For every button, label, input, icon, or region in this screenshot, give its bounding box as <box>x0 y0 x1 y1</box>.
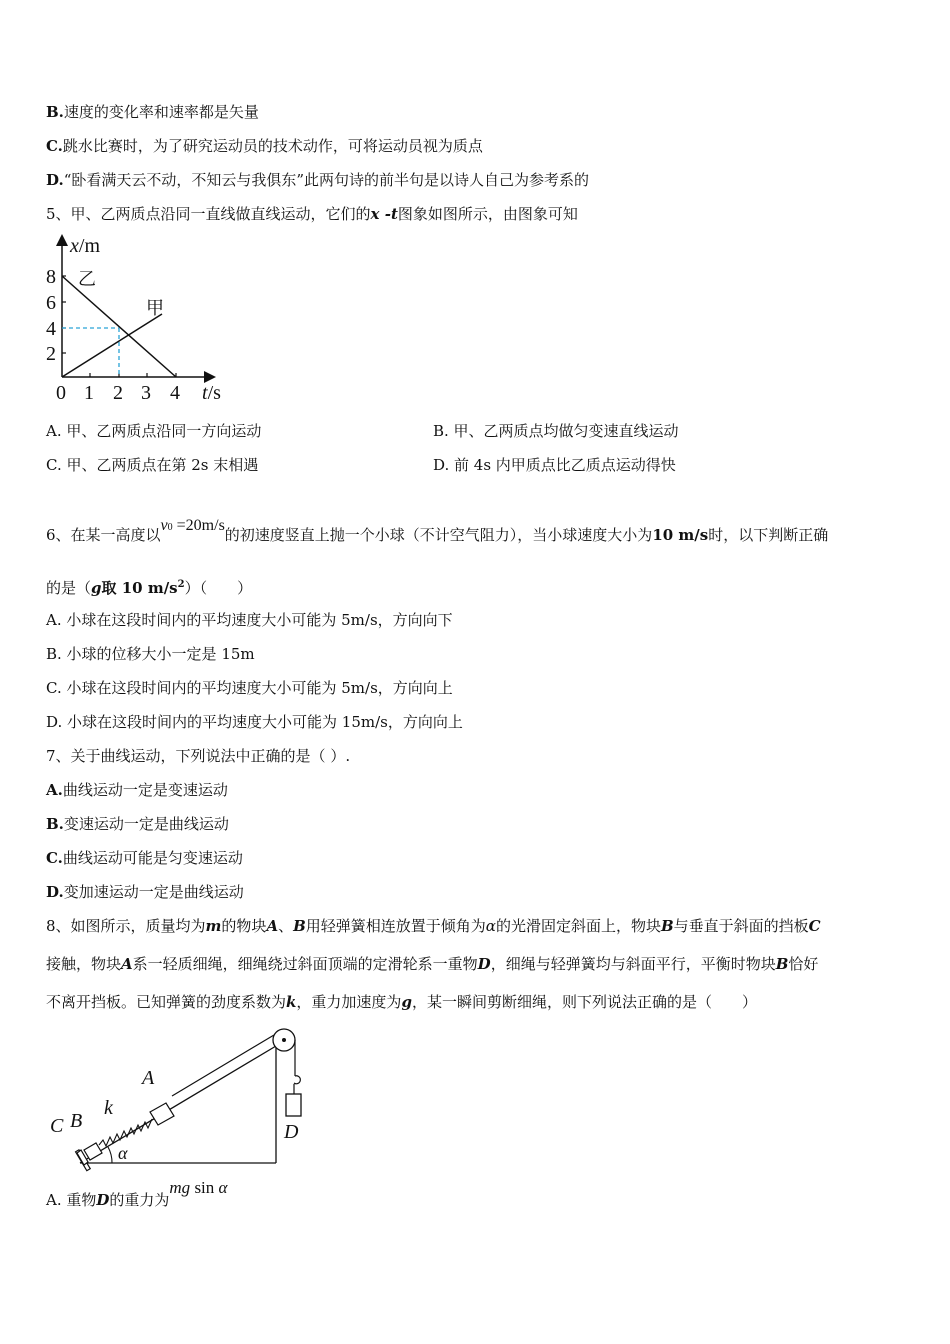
q7-option-b: B.变速运动一定是曲线运动 <box>46 815 229 833</box>
q6-stem-line2: 的是（g取 10 $m/s^2$）（ ） <box>46 579 253 597</box>
q4-option-b: B.速度的变化率和速率都是矢量 <box>46 103 259 121</box>
q5-stem: 5、甲、乙两质点沿同一直线做直线运动，它们的x -t图象如图所示，由图象可知 <box>46 205 578 223</box>
v0-formula: v0 =20m/s <box>160 517 225 534</box>
label-jia: 甲 <box>146 298 164 319</box>
block-a <box>150 1103 174 1125</box>
q7-option-d: D.变加速运动一定是曲线运动 <box>46 883 244 901</box>
q7-stem: 7、关于曲线运动，下列说法中正确的是（ ）. <box>46 747 351 765</box>
q8-stem-line2: 接触，物块A系一轻质细绳，细绳绕过斜面顶端的定滑轮系一重物D，细绳与轻弹簧均与斜面平行，平衡时物块B恰好 <box>46 955 819 973</box>
block-b <box>84 1143 102 1160</box>
y-tick-4: 4 <box>46 318 56 340</box>
q6-option-d: D. 小球在这段时间内的平均速度大小可能为 15m/s，方向向上 <box>46 713 463 731</box>
q8-stem-line1: 8、如图所示，质量均为m的物块A、B用轻弹簧相连放置于倾角为α的光滑固定斜面上，物块B与垂直于斜面的挡板C <box>46 917 821 935</box>
q6-option-a: A. 小球在这段时间内的平均速度大小可能为 5m/s，方向向下 <box>46 611 453 629</box>
x-tick-1: 1 <box>84 382 94 404</box>
label-b: B <box>70 1110 83 1132</box>
x-tick-4: 4 <box>170 382 180 404</box>
line-yi <box>62 276 176 377</box>
y-tick-6: 6 <box>46 292 56 314</box>
q8-stem-line3: 不离开挡板。已知弹簧的劲度系数为k，重力加速度为g，某一瞬间剪断细绳，则下列说法正确的是（ ） <box>46 993 757 1011</box>
weight-d <box>286 1094 301 1116</box>
x-tick-3: 3 <box>141 382 151 404</box>
x-axis-label: t/s <box>202 382 221 404</box>
xt-graph <box>40 232 240 407</box>
label-d: D <box>284 1121 299 1143</box>
q4-option-d: D.“卧看满天云不动，不知云与我俱东”此两句诗的前半句是以诗人自己为参考系的 <box>46 171 590 189</box>
mg-sin-alpha-formula: mg sin α <box>169 1178 228 1197</box>
q6-stem-line1: 6、在某一高度以v0 =20m/s的初速度竖直上抛一个小球（不计空气阻力），当小球速度大小为10 m/s时，以下判断正确 <box>46 517 829 544</box>
label-yi: 乙 <box>78 269 96 290</box>
label-alpha: α <box>118 1143 128 1163</box>
q7-option-c: C.曲线运动可能是匀变速运动 <box>46 849 243 867</box>
q4-option-c: C.跳水比赛时，为了研究运动员的技术动作，可将运动员视为质点 <box>46 137 483 155</box>
y-tick-2: 2 <box>46 343 56 365</box>
q5-option-b: B. 甲、乙两质点均做匀变速直线运动 <box>433 422 679 440</box>
q5-option-d: D. 前 4s 内甲质点比乙质点运动得快 <box>433 456 676 474</box>
x-tick-2: 2 <box>113 382 123 404</box>
label-c: C <box>50 1115 64 1137</box>
y-tick-8: 8 <box>46 266 56 288</box>
q5-option-a: A. 甲、乙两质点沿同一方向运动 <box>46 422 262 440</box>
label-k: k <box>104 1097 113 1119</box>
incline-figure <box>44 1024 314 1174</box>
x-tick-0: 0 <box>56 382 66 404</box>
q7-option-a: A.曲线运动一定是变速运动 <box>46 781 228 799</box>
q6-option-b: B. 小球的位移大小一定是 15m <box>46 645 255 663</box>
q8-option-a: A. 重物D的重力为mg sin α <box>46 1178 228 1209</box>
q6-option-c: C. 小球在这段时间内的平均速度大小可能为 5m/s，方向向上 <box>46 679 453 697</box>
y-axis-label: x/m <box>70 235 101 257</box>
label-a: A <box>142 1067 155 1089</box>
line-jia <box>62 314 162 377</box>
q5-option-c: C. 甲、乙两质点在第 2s 末相遇 <box>46 456 259 474</box>
spring <box>99 1119 152 1146</box>
